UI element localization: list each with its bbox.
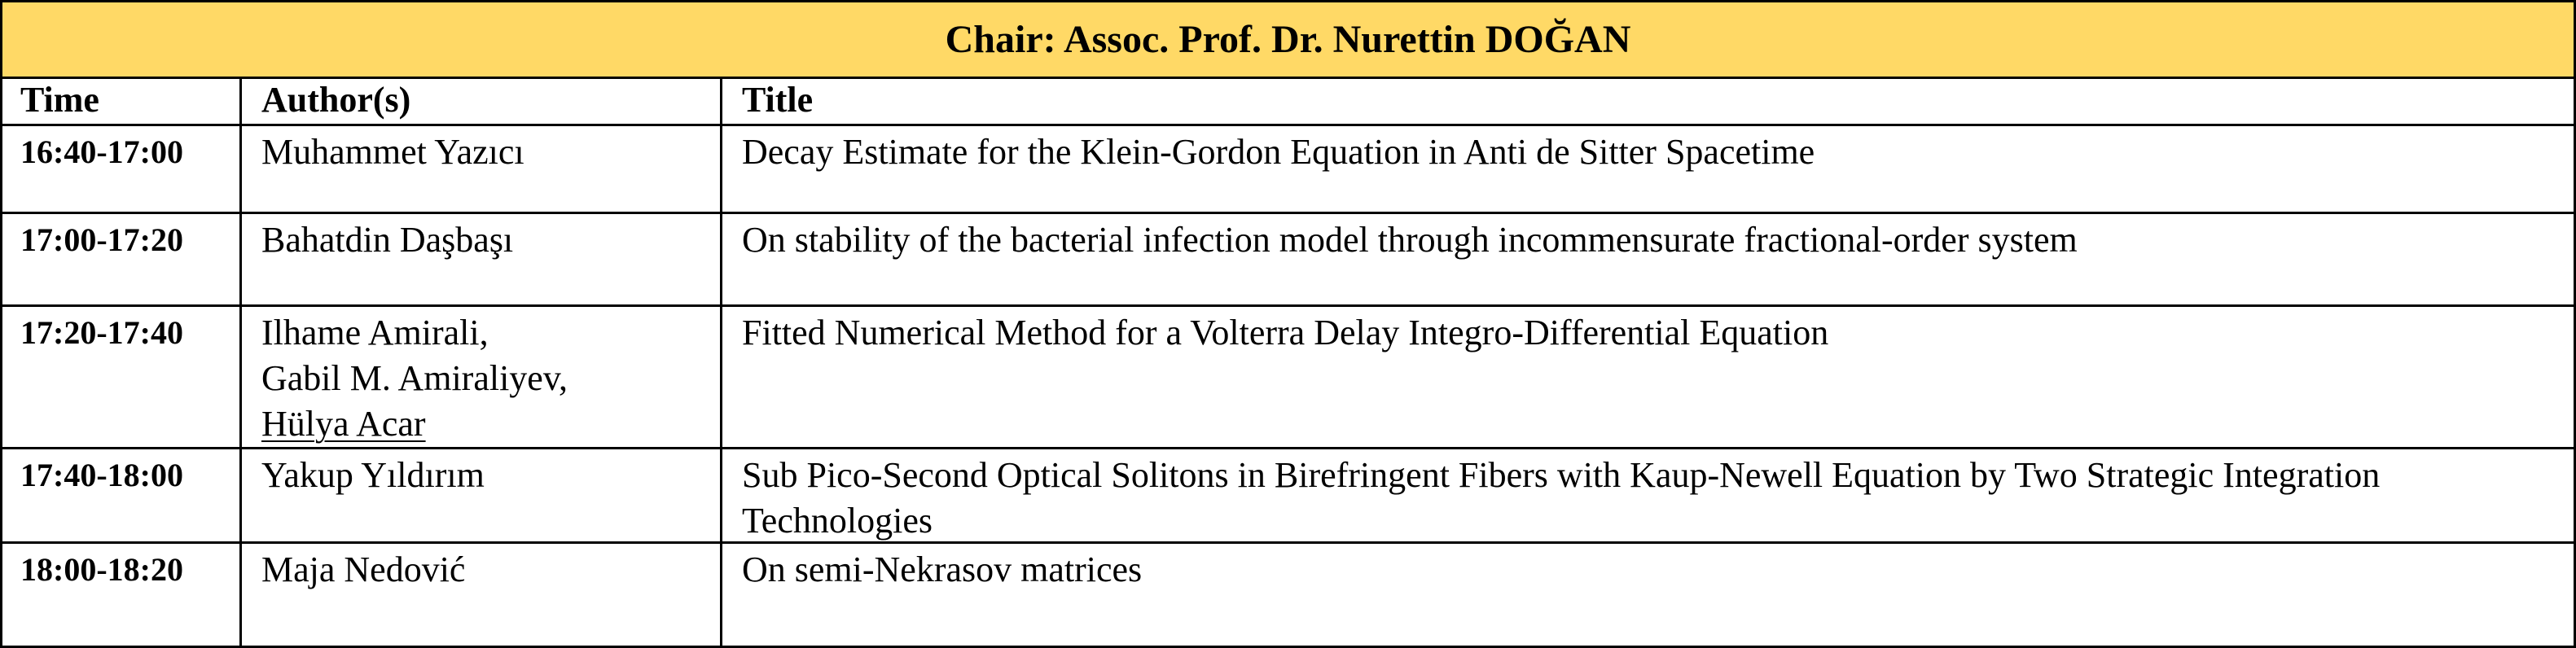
time-cell: 17:00-17:20 [2, 214, 242, 304]
table-row [2, 126, 2574, 214]
authors-cell [242, 544, 722, 646]
table-row [2, 307, 2574, 449]
title-cell: Fitted Numerical Method for a Volterra Delay Integro-Differential Equation [742, 313, 1829, 352]
column-header-row [2, 79, 2574, 126]
title-cell: On stability of the bacterial infection model through incommensurate fractional-order system [742, 220, 2078, 260]
authors-column-header: Author(s) [242, 79, 722, 124]
title-cell: Sub Pico-Second Optical Solitons in Birefringent Fibers with Kaup-Newell Equation by Two Strategic Integration Technologies [742, 455, 2381, 541]
authors-cell [242, 214, 722, 304]
authors-cell [242, 126, 722, 212]
table-row [2, 544, 2574, 646]
author-name: Ilhame Amirali, [261, 313, 489, 352]
author-name: Gabil M. Amiraliyev, [261, 358, 568, 398]
author-name: Muhammet Yazıcı [261, 132, 524, 172]
time-column-header: Time [2, 79, 242, 124]
author-name: Yakup Yıldırım [261, 455, 485, 495]
title-cell: Decay Estimate for the Klein-Gordon Equation in Anti de Sitter Spacetime [742, 132, 1815, 172]
time-cell: 17:20-17:40 [2, 307, 242, 447]
authors-cell [242, 449, 722, 541]
time-cell: 18:00-18:20 [2, 544, 242, 646]
session-chair-header: Chair: Assoc. Prof. Dr. Nurettin DOĞAN [2, 2, 2574, 79]
time-cell: 16:40-17:00 [2, 126, 242, 212]
table-row [2, 214, 2574, 307]
author-name: Bahatdin Daşbaşı [261, 220, 514, 260]
title-column-header: Title [742, 80, 814, 120]
table-row [2, 449, 2574, 544]
title-cell: On semi-Nekrasov matrices [742, 549, 1143, 589]
presenting-author-name: Hülya Acar [261, 404, 426, 444]
time-cell: 17:40-18:00 [2, 449, 242, 541]
author-name: Maja Nedović [261, 549, 466, 589]
authors-cell [242, 307, 722, 447]
